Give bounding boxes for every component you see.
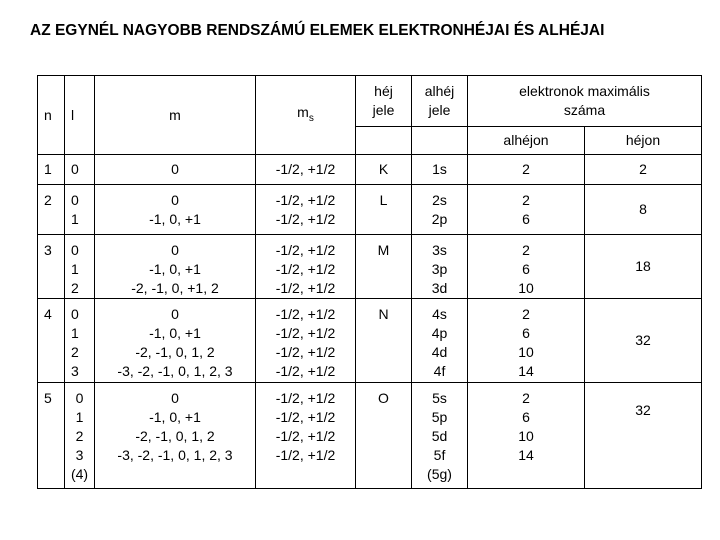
- cell-ms-value: -1/2, +1/2: [275, 325, 336, 341]
- cell-subshell-value: 4s: [432, 306, 447, 322]
- cell-subshell-value: 4d: [431, 344, 448, 360]
- header-subshell-symbol-line1: alhéj: [424, 83, 455, 99]
- cell-subshell: [412, 299, 468, 383]
- cell-m-value: -2, -1, 0, 1, 2: [135, 428, 215, 444]
- cell-m: 0: [95, 155, 256, 185]
- cell-l-value: 0: [71, 192, 79, 208]
- cell-ms-value: -1/2, +1/2: [275, 192, 336, 208]
- cell-m-value: -3, -2, -1, 0, 1, 2, 3: [117, 447, 233, 463]
- cell-n: 4: [38, 299, 65, 383]
- table-row: [38, 383, 702, 489]
- header-shell-symbol: [356, 76, 412, 127]
- cell-ms: -1/2, +1/2: [256, 155, 356, 185]
- cell-subshell: [412, 235, 468, 299]
- cell-subshell-max-value: 6: [522, 261, 530, 277]
- cell-l-value: (4): [70, 466, 89, 482]
- cell-m-value: -2, -1, 0, +1, 2: [131, 280, 219, 296]
- cell-l-value: 3: [75, 447, 84, 463]
- cell-l-value: 0: [71, 242, 79, 258]
- cell-subshell-max: [468, 185, 585, 235]
- cell-m-value: 0: [171, 242, 179, 258]
- cell-n: 1: [38, 155, 65, 185]
- cell-l-value: 1: [75, 409, 84, 425]
- cell-shell: N: [356, 299, 412, 383]
- cell-subshell-value: 3s: [432, 242, 447, 258]
- cell-subshell: [412, 185, 468, 235]
- cell-l-value: 0: [75, 390, 84, 406]
- cell-l-value: 3: [71, 363, 79, 379]
- cell-ms-value: -1/2, +1/2: [275, 211, 336, 227]
- header-subshell-symbol-line2: jele: [428, 102, 451, 118]
- cell-subshell-value: 2p: [431, 211, 448, 227]
- header-per-subshell: alhéjon: [468, 127, 585, 155]
- cell-subshell-max-value: 2: [522, 192, 530, 208]
- cell-subshell-max-value: 14: [518, 363, 534, 379]
- cell-subshell-value: (5g): [427, 466, 452, 482]
- cell-l: 0: [65, 155, 95, 185]
- cell-subshell-max: [468, 383, 585, 489]
- cell-l-value: 2: [71, 280, 79, 296]
- cell-ms-value: -1/2, +1/2: [275, 261, 336, 277]
- table-row: [38, 185, 702, 235]
- cell-subshell-max-value: 10: [518, 280, 534, 296]
- cell-n: 5: [38, 383, 65, 489]
- cell-subshell-max-value: 6: [522, 211, 530, 227]
- cell-m-value: -1, 0, +1: [149, 409, 201, 425]
- cell-ms: [256, 299, 356, 383]
- cell-ms-value: -1/2, +1/2: [275, 409, 336, 425]
- cell-subshell-max: [468, 235, 585, 299]
- cell-subshell-value: 5s: [432, 390, 447, 406]
- cell-m: [95, 235, 256, 299]
- cell-l: [65, 185, 95, 235]
- cell-m: [95, 185, 256, 235]
- header-n: n: [38, 76, 65, 155]
- cell-l-value: 1: [71, 261, 79, 277]
- header-shell-symbol-line2: jele: [372, 102, 395, 118]
- cell-shell: M: [356, 235, 412, 299]
- cell-ms: [256, 383, 356, 489]
- cell-shell-max: 2: [585, 155, 702, 185]
- electron-shell-table: [37, 75, 702, 489]
- header-per-shell: héjon: [585, 127, 702, 155]
- cell-subshell-max-value: 10: [518, 428, 534, 444]
- cell-subshell-max: 2: [468, 155, 585, 185]
- cell-l-value: 0: [71, 306, 79, 322]
- cell-subshell-value: 2s: [432, 192, 447, 208]
- cell-ms-value: -1/2, +1/2: [275, 363, 336, 379]
- page-title: AZ EGYNÉL NAGYOBB RENDSZÁMÚ ELEMEK ELEKTRONHÉJAI ÉS ALHÉJAI: [30, 22, 605, 39]
- header-max-electrons-line2: száma: [563, 102, 606, 118]
- cell-subshell-value: 4f: [433, 363, 446, 379]
- table-row: [38, 299, 702, 383]
- cell-ms-value: -1/2, +1/2: [275, 306, 336, 322]
- cell-shell-max: 32: [585, 299, 702, 383]
- header-ms-sub: s: [308, 112, 314, 124]
- header-subshell-symbol: [412, 76, 468, 127]
- cell-m: [95, 299, 256, 383]
- header-max-electrons-line1: elektronok maximális: [519, 83, 650, 99]
- cell-ms-value: -1/2, +1/2: [275, 344, 336, 360]
- cell-subshell-max-value: 2: [522, 306, 530, 322]
- cell-ms-value: -1/2, +1/2: [275, 390, 336, 406]
- cell-ms: [256, 185, 356, 235]
- cell-subshell: 1s: [412, 155, 468, 185]
- cell-m-value: -2, -1, 0, 1, 2: [135, 344, 215, 360]
- cell-shell: O: [356, 383, 412, 489]
- header-shell-symbol-line1: héj: [374, 83, 393, 99]
- cell-subshell-value: 4p: [431, 325, 448, 341]
- cell-shell-max: 18: [585, 235, 702, 299]
- cell-shell-max: 8: [585, 185, 702, 235]
- cell-subshell-value: 3d: [431, 280, 448, 296]
- cell-subshell-max-value: 14: [518, 447, 534, 463]
- cell-ms-value: -1/2, +1/2: [275, 280, 336, 296]
- cell-subshell-max-value: 6: [522, 325, 530, 341]
- cell-m-value: 0: [171, 390, 179, 406]
- cell-subshell: [412, 383, 468, 489]
- cell-l-value: 1: [71, 211, 79, 227]
- cell-subshell-value: 5f: [433, 447, 446, 463]
- cell-shell: K: [356, 155, 412, 185]
- table-row: [38, 235, 702, 299]
- cell-subshell-max-value: 2: [522, 242, 530, 258]
- header-max-electrons: [468, 76, 702, 127]
- cell-subshell-max-value: 10: [518, 344, 534, 360]
- cell-l-value: 2: [71, 344, 79, 360]
- cell-m: [95, 383, 256, 489]
- cell-subshell-value: 5p: [431, 409, 448, 425]
- cell-m-value: -1, 0, +1: [149, 261, 201, 277]
- table-row: [38, 155, 702, 185]
- cell-subshell-max-value: 2: [522, 390, 530, 406]
- cell-m-value: -1, 0, +1: [149, 325, 201, 341]
- cell-subshell-max: [468, 299, 585, 383]
- cell-subshell-value: 5d: [431, 428, 448, 444]
- cell-m-value: 0: [171, 192, 179, 208]
- cell-l-value: 2: [75, 428, 84, 444]
- header-ms: [256, 76, 356, 155]
- header-ms-main: m: [297, 103, 309, 120]
- cell-subshell-max-value: 6: [522, 409, 530, 425]
- cell-l-value: 1: [71, 325, 79, 341]
- cell-shell: L: [356, 185, 412, 235]
- cell-shell-max: 32: [585, 383, 702, 489]
- header-m: m: [95, 76, 256, 155]
- cell-m-value: -1, 0, +1: [149, 211, 201, 227]
- cell-subshell-value: 3p: [431, 261, 448, 277]
- cell-ms-value: -1/2, +1/2: [275, 242, 336, 258]
- cell-ms: [256, 235, 356, 299]
- cell-l: [65, 383, 95, 489]
- cell-l: [65, 299, 95, 383]
- header-row: [38, 76, 702, 127]
- cell-l: [65, 235, 95, 299]
- cell-ms-value: -1/2, +1/2: [275, 428, 336, 444]
- cell-m-value: 0: [171, 306, 179, 322]
- cell-ms-value: -1/2, +1/2: [275, 447, 336, 463]
- cell-n: 3: [38, 235, 65, 299]
- cell-n: 2: [38, 185, 65, 235]
- header-l: l: [65, 76, 95, 155]
- cell-m-value: -3, -2, -1, 0, 1, 2, 3: [117, 363, 233, 379]
